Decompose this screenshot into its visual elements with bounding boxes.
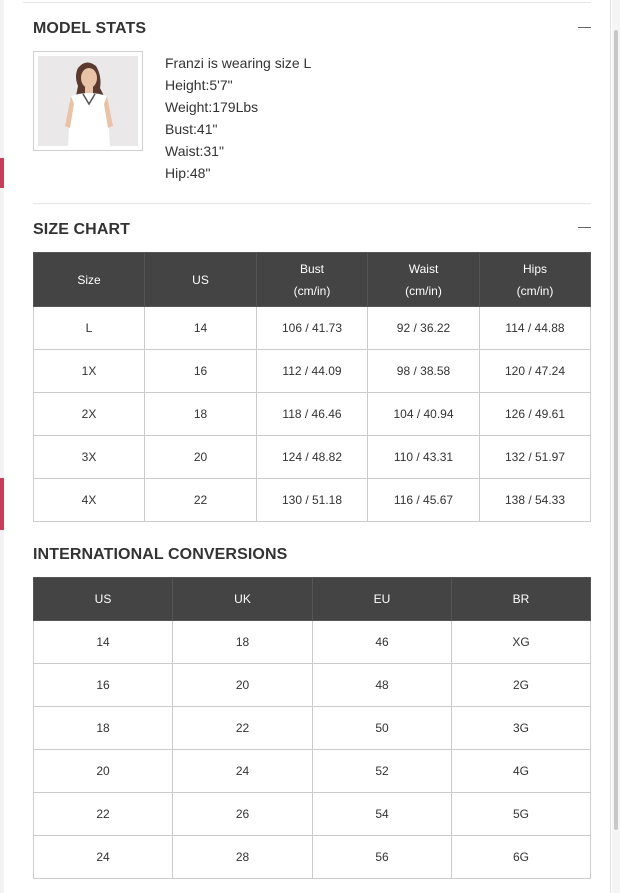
model-stats-list [165, 52, 311, 184]
model-height: Height:5'7" [165, 77, 233, 93]
size-chart-minus-icon[interactable] [578, 219, 592, 235]
table-cell: 52 [313, 750, 452, 793]
table-cell: 18 [34, 707, 173, 750]
table-cell: 56 [313, 836, 452, 879]
model-figure-icon [38, 56, 138, 146]
model-bust: Bust:41" [165, 121, 218, 137]
table-cell: 2G [452, 664, 591, 707]
table-cell: 112 / 44.09 [257, 350, 368, 393]
table-cell: 4G [452, 750, 591, 793]
international-conversions-table [33, 577, 591, 879]
table-cell: 124 / 48.82 [257, 436, 368, 479]
conversions-header: UK [173, 578, 313, 621]
table-row [34, 307, 591, 350]
international-conversions-title: INTERNATIONAL CONVERSIONS [33, 546, 288, 563]
table-cell: 20 [145, 436, 257, 479]
table-cell: 132 / 51.97 [480, 436, 591, 479]
table-cell: L [34, 307, 145, 350]
top-divider [23, 2, 591, 3]
conversions-header: US [34, 578, 173, 621]
table-cell: 22 [173, 707, 313, 750]
scrollbar[interactable] [612, 0, 620, 893]
size-chart-header-row [34, 253, 591, 307]
model-stats-title: MODEL STATS [33, 20, 147, 37]
table-cell: 3G [452, 707, 591, 750]
table-row [34, 750, 591, 793]
table-cell: 16 [145, 350, 257, 393]
table-cell: 4X [34, 479, 145, 522]
section-divider [33, 203, 591, 204]
model-size-worn: Franzi is wearing size L [165, 55, 312, 71]
table-row [34, 793, 591, 836]
conversions-header-row [34, 578, 591, 621]
table-cell: 24 [173, 750, 313, 793]
table-cell: 1X [34, 350, 145, 393]
table-cell: 20 [173, 664, 313, 707]
table-cell: 104 / 40.94 [368, 393, 480, 436]
table-row [34, 350, 591, 393]
table-cell: 116 / 45.67 [368, 479, 480, 522]
table-row [34, 621, 591, 664]
model-weight: Weight:179Lbs [165, 99, 259, 115]
table-cell: 120 / 47.24 [480, 350, 591, 393]
table-cell: 14 [145, 307, 257, 350]
model-stats-minus-icon[interactable] [578, 19, 592, 35]
table-cell: 92 / 36.22 [368, 307, 480, 350]
size-chart-title: SIZE CHART [33, 221, 130, 238]
table-cell: 28 [173, 836, 313, 879]
table-cell: 98 / 38.58 [368, 350, 480, 393]
model-hip: Hip:48" [165, 165, 211, 181]
table-cell: 126 / 49.61 [480, 393, 591, 436]
table-cell: 18 [145, 393, 257, 436]
table-row [34, 707, 591, 750]
table-cell: 110 / 43.31 [368, 436, 480, 479]
model-photo [33, 51, 143, 151]
table-cell: 24 [34, 836, 173, 879]
table-row [34, 479, 591, 522]
size-chart-header: US [145, 253, 257, 307]
table-cell: 14 [34, 621, 173, 664]
table-cell: 20 [34, 750, 173, 793]
table-row [34, 664, 591, 707]
table-cell: 3X [34, 436, 145, 479]
size-chart-table [33, 252, 591, 522]
size-chart-header: Waist (cm/in) [368, 253, 480, 307]
table-cell: 54 [313, 793, 452, 836]
table-cell: 26 [173, 793, 313, 836]
table-row [34, 436, 591, 479]
table-cell: 50 [313, 707, 452, 750]
table-cell: 22 [145, 479, 257, 522]
table-cell: 46 [313, 621, 452, 664]
table-cell: 2X [34, 393, 145, 436]
table-cell: 130 / 51.18 [257, 479, 368, 522]
size-chart-header: Size [34, 253, 145, 307]
table-cell: 138 / 54.33 [480, 479, 591, 522]
background-page-edge [0, 0, 4, 893]
table-cell: 16 [34, 664, 173, 707]
table-cell: 106 / 41.73 [257, 307, 368, 350]
background-accent-mark [0, 478, 4, 530]
table-cell: 48 [313, 664, 452, 707]
conversions-header: BR [452, 578, 591, 621]
table-cell: 118 / 46.46 [257, 393, 368, 436]
background-accent-mark [0, 158, 4, 188]
table-cell: 18 [173, 621, 313, 664]
table-cell: 114 / 44.88 [480, 307, 591, 350]
model-waist: Waist:31" [165, 143, 224, 159]
table-cell: 22 [34, 793, 173, 836]
table-cell: XG [452, 621, 591, 664]
conversions-header: EU [313, 578, 452, 621]
table-cell: 6G [452, 836, 591, 879]
table-row [34, 393, 591, 436]
table-row [34, 836, 591, 879]
table-cell: 5G [452, 793, 591, 836]
size-chart-header: Hips (cm/in) [480, 253, 591, 307]
scrollbar-thumb[interactable] [614, 30, 618, 830]
size-chart-header: Bust (cm/in) [257, 253, 368, 307]
